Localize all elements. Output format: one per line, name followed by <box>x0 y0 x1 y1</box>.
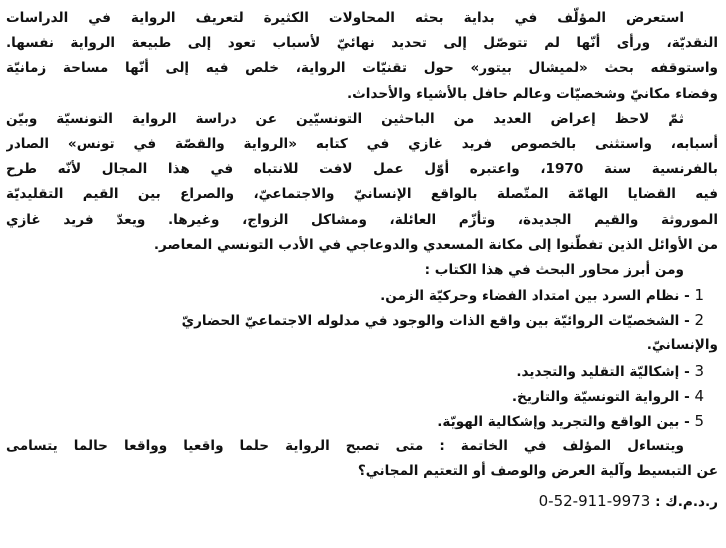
axis-item-4: 4 - الرواية التونسيّة والتاريخ. <box>511 386 704 405</box>
axis-number-5: 5 <box>694 412 704 430</box>
axis-text-2: الشخصيّات الروائيّة بين واقع الذات والوجود في مدلوله الاجتماعيّ الحضاريّ <box>181 313 680 330</box>
axis-item-2: 2 - الشخصيّات الروائيّة بين واقع الذات والوجود في مدلوله الاجتماعيّ الحضاريّ <box>181 311 704 330</box>
paragraph-1-line-4: وفضاء مكانيّ وشخصيّات وعالم حافل بالأشياء والأحداث. <box>346 85 718 102</box>
axis-text-1: نظام السرد بين امتداد الفضاء وحركيّة الزمن. <box>380 288 680 305</box>
axis-number-2: 2 <box>694 311 704 330</box>
axis-number-3: 3 <box>694 361 704 380</box>
conclusion-line-2: عن التبسيط وآلية العرض والوصف أو التعتيم المجاني؟ <box>357 463 718 480</box>
isbn-label: ر.د.م.ك : <box>655 493 718 510</box>
axis-number-1: 1 <box>694 286 704 305</box>
paragraph-1-line-1: استعرض المؤلّف في بداية بحثه المحاولات الكثيرة لتعريف الرواية في الدراسات <box>6 10 684 26</box>
axis-item-3: 3 - إشكاليّة التقليد والتجديد. <box>516 361 704 380</box>
paragraph-1-line-3: واستوقفه بحث «لميشال بيتور» حول تقنيّات الرواية، خلص فيه إلى أنّها مساحة زمانيّة <box>6 60 718 77</box>
paragraph-2-line-6: من الأوائل الذين تفطّنوا إلى مكانة المسعدي والدوعاجي في الأدب التونسي المعاصر. <box>153 236 718 253</box>
axis-number-4: 4 <box>694 386 704 405</box>
isbn-number: 0-52-911-9973 <box>538 491 651 510</box>
axis-text-3: إشكاليّة التقليد والتجديد. <box>516 363 680 380</box>
paragraph-2-line-5: الموروثة والقيم الجديدة، وتأزّم العائلة، ومشاكل الزواج، وغيرها. ويعدّ فريد غازي <box>6 211 718 228</box>
paragraph-2-line-3: بالفرنسية سنة 1970، واعتبره أوّل عمل لافت للانتباه في هذا المجال لأنّه طرح <box>6 161 718 178</box>
paragraph-2-line-1: ثمّ لاحظ إعراض العديد من الباحثين التونسيّين عن دراسة الرواية التونسيّة وبيّن <box>6 110 684 127</box>
axis-item-1: 1 - نظام السرد بين امتداد الفضاء وحركيّة الزمن. <box>380 286 704 305</box>
isbn-line <box>6 487 718 515</box>
conclusion-line-1: ويتساءل المؤلف في الخاتمة : متى تصبح الرواية حلما واقعيا وواقعا حالما يتسامى <box>6 438 684 455</box>
paragraph-2-line-4: فيه القضايا الهامّة المتّصلة بالواقع الإنسانيّ والاجتماعيّ، والصراع بين القيم التقليديّة <box>6 186 718 203</box>
axis-item-2-continuation: والإنسانيّ. <box>646 337 718 354</box>
paragraph-1-line-2: النقديّة، ورأى أنّها لم تتوصّل إلى تحديد نهائيّ لأسباب تعود إلى طبيعة الرواية نفسها. <box>6 35 718 52</box>
axis-text-5: بين الواقع والتجريد وإشكالية الهويّة. <box>437 414 680 430</box>
axes-intro: ومن أبرز محاور البحث في هذا الكتاب : <box>424 261 684 278</box>
axis-text-4: الرواية التونسيّة والتاريخ. <box>511 388 680 405</box>
paragraph-2-line-2: أسبابه، واستثنى بالخصوص فريد غازي في كتابه «الرواية والقصّة في تونس» الصادر <box>6 135 718 152</box>
review-text <box>6 6 718 515</box>
axis-item-5: 5 - بين الواقع والتجريد وإشكالية الهويّة. <box>437 412 704 430</box>
